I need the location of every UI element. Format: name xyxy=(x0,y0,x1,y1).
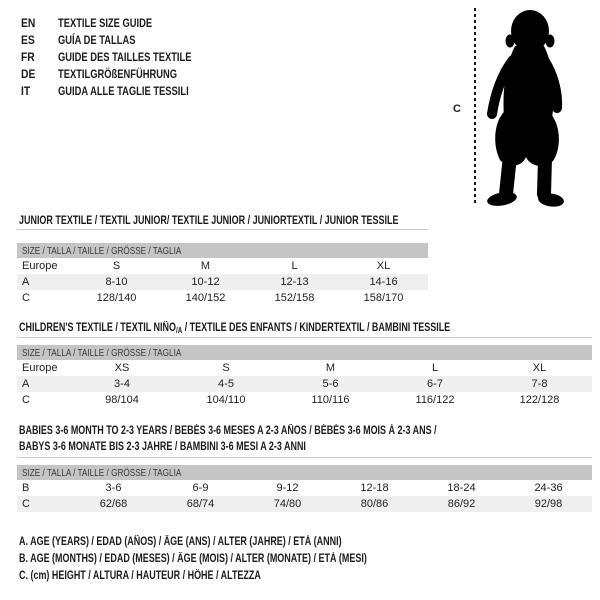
age-cell: 8-10 xyxy=(72,274,161,290)
age-cell: 3-6 xyxy=(105,482,122,494)
height-cell: 116/122 xyxy=(415,394,455,406)
height-cell: 92/98 xyxy=(505,496,592,512)
row-label: A xyxy=(17,376,70,392)
section-title-babies: BABIES 3-6 MONTH TO 2-3 YEARS / BEBÉS 3-6 MESES A 2-3 AÑOS / BÉBÉS 3-6 MOIS À 2-3 ANS / BABYS 3-6 MONATE BIS 2-3 JAHRE / BAMBINI 3-6 MESI A 2-3 ANNI xyxy=(19,425,437,453)
height-cell: 62/68 xyxy=(70,496,157,512)
age-cell: 5-6 xyxy=(278,376,383,392)
height-cell: 80/86 xyxy=(331,496,418,512)
language-code: FR xyxy=(21,50,35,64)
table-row xyxy=(17,274,428,290)
size-cell: S xyxy=(112,260,121,272)
footnote-age-years: A. AGE (YEARS) / EDAD (AÑOS) / ÂGE (ANS) / ALTER (JAHRE) / ETÀ (ANNI) xyxy=(19,536,342,548)
age-cell: 12-13 xyxy=(250,274,339,290)
language-code: EN xyxy=(21,16,36,30)
language-code: ES xyxy=(21,33,35,47)
language-label: TEXTILGRÖßENFÜHRUNG xyxy=(58,67,178,81)
table-header-label: SIZE / TALLA / TAILLE / GRÖSSE / TAGLIA xyxy=(22,244,182,257)
table-row xyxy=(17,376,592,392)
section-title-children: CHILDREN'S TEXTILE / TEXTIL NIÑO/A / TEXTILE DES ENFANTS / KINDERTEXTIL / BAMBINI TESSILE xyxy=(19,322,451,335)
row-label: C xyxy=(22,292,30,304)
table-row xyxy=(17,392,592,408)
junior-size-table xyxy=(17,229,428,306)
table-row xyxy=(17,496,592,512)
language-code: DE xyxy=(21,67,36,81)
table-header-label: SIZE / TALLA / TAILLE / GRÖSSE / TAGLIA xyxy=(22,346,182,359)
language-row xyxy=(21,66,441,83)
language-label: GUÍA DE TALLAS xyxy=(58,33,136,47)
size-cell: XL xyxy=(532,362,547,374)
children-size-table xyxy=(17,337,592,408)
footnotes xyxy=(19,534,465,585)
height-label: C xyxy=(453,103,461,115)
section-title-junior: JUNIOR TEXTILE / TEXTIL JUNIOR/ TEXTILE JUNIOR / JUNIORTEXTIL / JUNIOR TESSILE xyxy=(19,215,399,227)
footnote-age-months: B. AGE (MONTHS) / EDAD (MESES) / ÂGE (MOIS) / ALTER (MONATE) / ETÀ (MESI) xyxy=(19,553,367,565)
age-cell: 14-16 xyxy=(339,274,428,290)
age-cell: 6-9 xyxy=(192,482,209,494)
size-cell: XS xyxy=(114,362,130,374)
footnote-height: C. (cm) HEIGHT / ALTURA / HAUTEUR / HÖHE / ALTEZZA xyxy=(19,570,261,582)
height-cell: 140/152 xyxy=(185,292,226,304)
age-cell: 4-5 xyxy=(174,376,278,392)
baby-silhouette-icon xyxy=(481,8,571,208)
size-cell: M xyxy=(325,362,336,374)
height-cell: 122/128 xyxy=(519,394,560,406)
row-label: Europe xyxy=(22,362,58,374)
table-header-row xyxy=(17,465,592,480)
table-header-row xyxy=(17,345,592,360)
size-cell: M xyxy=(200,260,211,272)
row-label: C xyxy=(17,496,70,512)
language-label: TEXTILE SIZE GUIDE xyxy=(58,16,153,30)
age-cell: 10-12 xyxy=(161,274,250,290)
age-cell: 6-7 xyxy=(383,376,487,392)
age-cell: 12-18 xyxy=(360,482,389,494)
height-cell: 98/104 xyxy=(105,394,139,406)
age-cell: 7-8 xyxy=(487,376,592,392)
size-cell: S xyxy=(222,362,230,374)
language-row xyxy=(21,15,441,32)
row-label: Europe xyxy=(22,260,58,272)
height-cell: 110/116 xyxy=(311,394,350,406)
language-code: IT xyxy=(21,84,31,98)
table-row xyxy=(17,290,428,306)
table-header-label: SIZE / TALLA / TAILLE / GRÖSSE / TAGLIA xyxy=(22,466,182,479)
height-measure-dashed-line xyxy=(474,8,476,206)
language-row xyxy=(21,49,441,66)
height-cell: 104/110 xyxy=(206,394,246,406)
size-cell: L xyxy=(431,362,439,374)
row-label: B xyxy=(22,482,30,494)
language-row xyxy=(21,83,441,100)
size-cell: L xyxy=(291,260,298,272)
table-row xyxy=(17,480,592,496)
table-row xyxy=(17,258,428,274)
height-cell: 68/74 xyxy=(157,496,244,512)
row-label: A xyxy=(17,274,72,290)
height-cell: 128/140 xyxy=(96,292,137,304)
language-label: GUIDE DES TAILLES TEXTILE xyxy=(58,50,192,64)
age-cell: 24-36 xyxy=(534,482,563,494)
height-cell: 158/170 xyxy=(363,292,404,304)
language-label: GUIDA ALLE TAGLIE TESSILI xyxy=(58,84,189,98)
height-cell: 152/158 xyxy=(274,292,315,304)
language-guide xyxy=(21,15,441,100)
height-cell: 74/80 xyxy=(244,496,331,512)
table-header-row xyxy=(17,243,428,258)
age-cell: 18-24 xyxy=(447,482,476,494)
height-cell: 86/92 xyxy=(418,496,505,512)
row-label: C xyxy=(22,394,30,406)
language-row xyxy=(21,32,441,49)
size-cell: XL xyxy=(376,260,391,272)
age-cell: 9-12 xyxy=(276,482,299,494)
babies-size-table xyxy=(17,457,592,512)
age-cell: 3-4 xyxy=(70,376,174,392)
table-row xyxy=(17,360,592,376)
